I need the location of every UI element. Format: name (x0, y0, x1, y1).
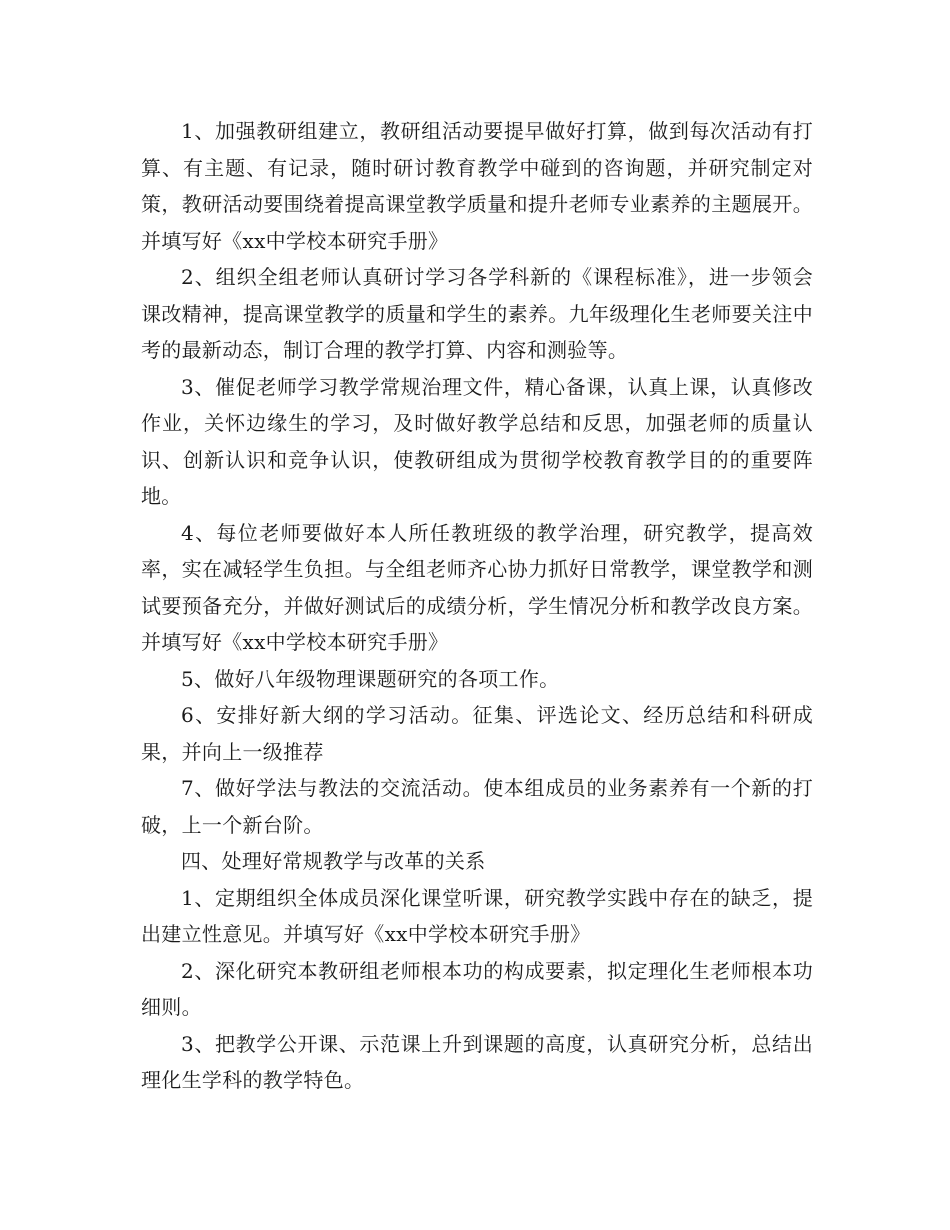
document-body (141, 113, 813, 1099)
section-heading-4: 四、处理好常规教学与改革的关系 (181, 849, 486, 873)
paragraph-item-4: 4、每位老师要做好本人所任教班级的教学治理，研究教学，提高效率，实在减轻学生负担。与全组老师齐心协力抓好日常教学，课堂教学和测试要预备充分，并做好测试后的成绩分析，学生情况分析和教学改良方案。并填写好《xx中学校本研究手册》 (141, 520, 813, 654)
paragraph-item-6: 6、安排好新大纲的学习活动。征集、评选论文、经历总结和科研成果，并向上一级推荐 (141, 703, 813, 764)
paragraph-item-9: 2、深化研究本教研组老师根本功的构成要素，拟定理化生老师根本功细则。 (141, 958, 813, 1019)
paragraph-item-1: 1、加强教研组建立，教研组活动要提早做好打算，做到每次活动有打算、有主题、有记录，随时研讨教育教学中碰到的咨询题，并研究制定对策，教研活动要围绕着提高课堂教学质量和提升老师专业素养的主题展开。并填写好《xx中学校本研究手册》 (141, 119, 813, 253)
paragraph-item-8: 1、定期组织全体成员深化课堂听课，研究教学实践中存在的缺乏，提出建立性意见。并填写好《xx中学校本研究手册》 (141, 885, 813, 946)
paragraph-item-3: 3、催促老师学习教学常规治理文件，精心备课，认真上课，认真修改作业，关怀边缘生的学习，及时做好教学总结和反思，加强老师的质量认识、创新认识和竞争认识，使教研组成为贯彻学校教育教学目的的重要阵地。 (141, 374, 813, 508)
paragraph-item-7: 7、做好学法与教法的交流活动。使本组成员的业务素养有一个新的打破，上一个新台阶。 (141, 776, 813, 837)
paragraph-item-10: 3、把教学公开课、示范课上升到课题的高度，认真研究分析，总结出理化生学科的教学特色。 (141, 1031, 813, 1092)
paragraph-item-5: 5、做好八年级物理课题研究的各项工作。 (181, 666, 560, 691)
paragraph-item-2: 2、组织全组老师认真研讨学习各学科新的《课程标准》，进一步领会课改精神，提高课堂教学的质量和学生的素养。九年级理化生老师要关注中考的最新动态，制订合理的教学打算、内容和测验等。 (141, 265, 813, 362)
